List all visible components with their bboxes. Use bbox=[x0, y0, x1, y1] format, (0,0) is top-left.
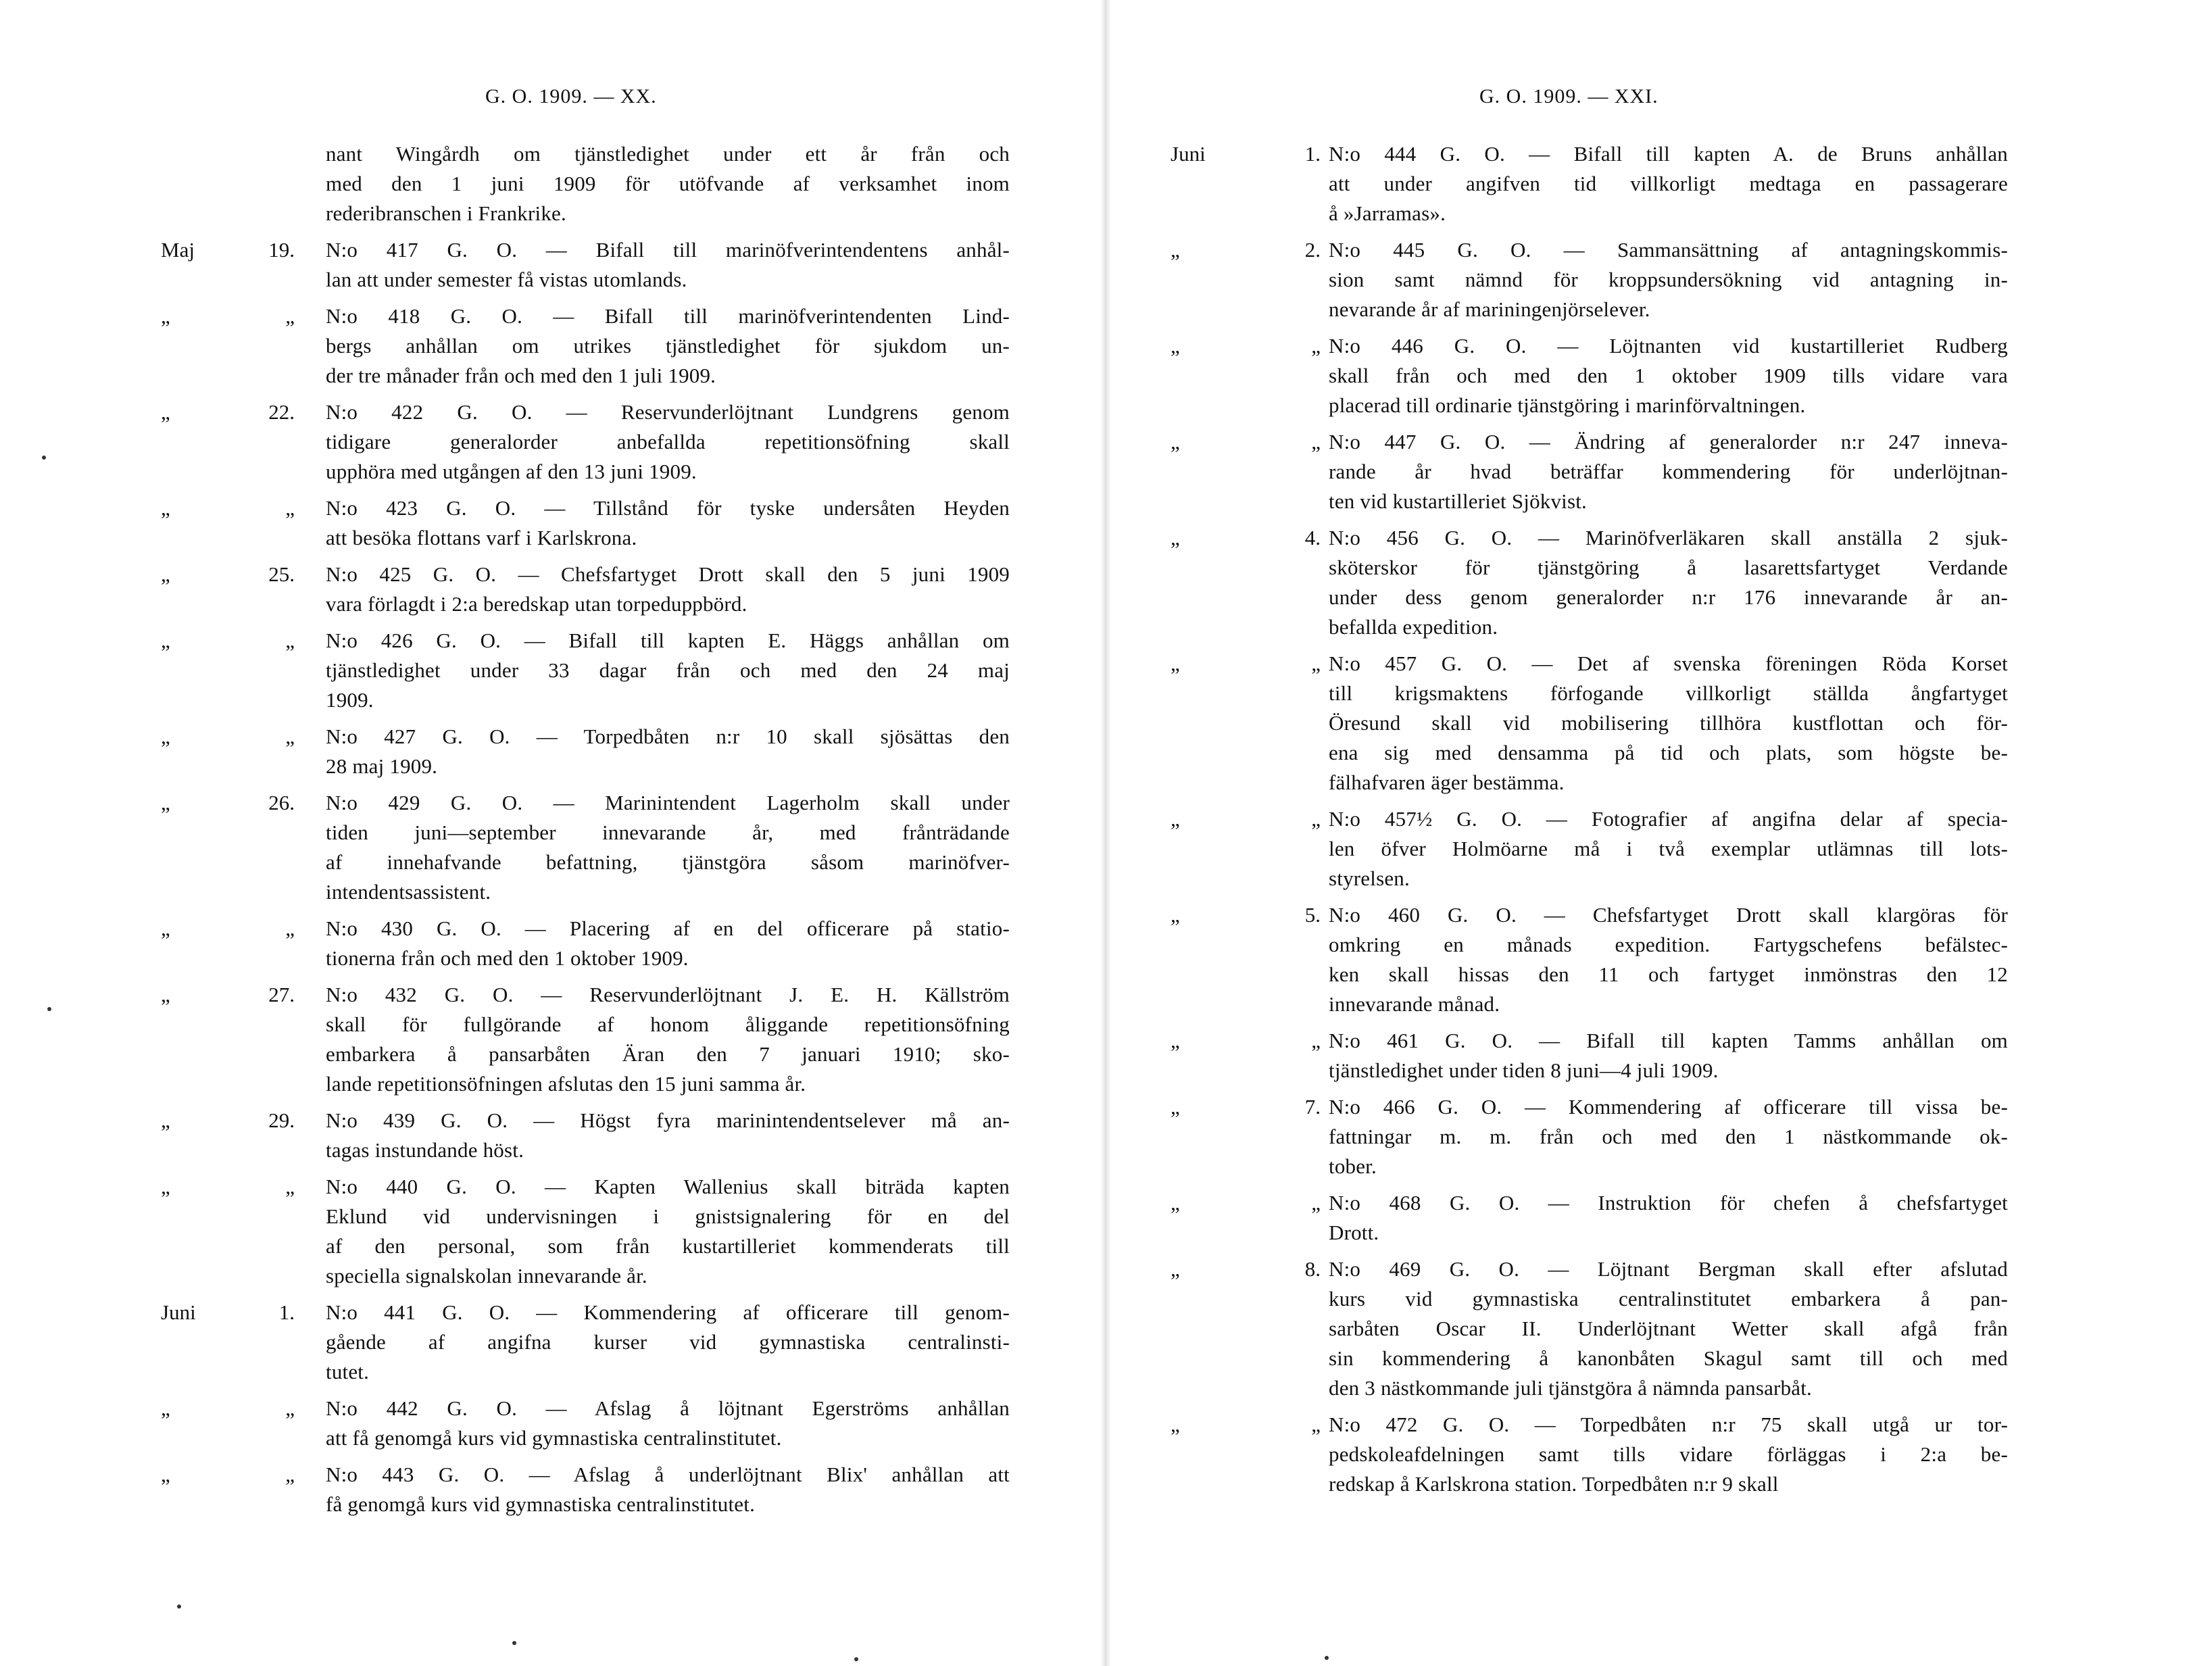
entry-month: „ bbox=[1171, 334, 1180, 358]
entry-text-line: nant Wingårdh om tjänstledighet under ett år från och bbox=[326, 142, 1010, 166]
order-entry bbox=[1106, 1188, 2212, 1248]
entry-text-line: att få genomgå kurs vid gymnastiska centralinstitutet. bbox=[326, 1426, 782, 1450]
entry-text-line: N:o 466 G. O. — Kommendering af officerare till vissa be- bbox=[1329, 1095, 2008, 1119]
entry-month: „ bbox=[1171, 807, 1180, 831]
entry-text bbox=[1329, 139, 2008, 228]
entry-text-line: tober. bbox=[1329, 1154, 1377, 1178]
entry-month: „ bbox=[161, 1396, 170, 1420]
entry-day: „ bbox=[285, 725, 295, 748]
order-entry bbox=[0, 1106, 1106, 1165]
entry-month: „ bbox=[1171, 1029, 1180, 1052]
entry-text-line: skall från och med den 1 oktober 1909 tills vidare vara bbox=[1329, 364, 2008, 387]
entry-text-line: styrelsen. bbox=[1329, 866, 1410, 890]
entry-month: „ bbox=[161, 1463, 170, 1486]
entry-text-line: gående af angifna kurser vid gymnastiska centralinsti- bbox=[326, 1330, 1010, 1354]
entry-text bbox=[326, 1394, 1010, 1453]
entry-text bbox=[326, 397, 1010, 487]
entry-month: „ bbox=[161, 400, 170, 424]
entry-text-line: omkring en månads expedition. Fartygschefens befälstec- bbox=[1329, 933, 2008, 956]
entry-text-line: rederibranschen i Frankrike. bbox=[326, 201, 566, 225]
order-entry bbox=[1106, 649, 2212, 798]
entry-text-line: N:o 439 G. O. — Högst fyra marinintendentselever må an- bbox=[326, 1108, 1010, 1132]
entry-month: „ bbox=[1171, 526, 1180, 549]
entry-day: 1. bbox=[1304, 142, 1321, 166]
entry-text-line: med den 1 juni 1909 för utöfvande af verksamhet inom bbox=[326, 172, 1010, 195]
entry-day: 27. bbox=[268, 983, 295, 1006]
order-entry bbox=[1106, 331, 2212, 420]
order-entry bbox=[0, 397, 1106, 487]
order-entry bbox=[1106, 1026, 2212, 1085]
entry-text-line: att under angifven tid villkorligt medtaga en passagerare bbox=[1329, 172, 2008, 195]
entry-text bbox=[326, 1298, 1010, 1387]
entry-text bbox=[326, 626, 1010, 715]
entry-text-line: den 3 nästkommande juli tjänstgöra å nämnda pansarbåt. bbox=[1329, 1376, 1812, 1400]
entry-text bbox=[1329, 235, 2008, 324]
entry-text-line: N:o 418 G. O. — Bifall till marinöfverintendenten Lind- bbox=[326, 304, 1010, 328]
right-page-header: G. O. 1909. — XXI. bbox=[1479, 85, 1658, 107]
entry-text-line: N:o 430 G. O. — Placering af en del officerare på statio- bbox=[326, 916, 1010, 940]
entry-text-line: der tre månader från och med den 1 juli 1909. bbox=[326, 364, 716, 387]
order-entry bbox=[0, 560, 1106, 619]
order-entry bbox=[0, 722, 1106, 781]
entry-text-line: sin kommendering å kanonbåten Skagul samt till och med bbox=[1329, 1346, 2008, 1370]
entry-text bbox=[1329, 1026, 2008, 1085]
entry-text-line: tjänstledighet under tiden 8 juni—4 juli 1909. bbox=[1329, 1058, 1719, 1082]
entry-text-line: speciella signalskolan innevarande år. bbox=[326, 1264, 647, 1288]
entry-text-line: ena sig med densamma på tid och plats, som högste be- bbox=[1329, 741, 2008, 764]
order-entry bbox=[0, 493, 1106, 553]
right-page bbox=[1106, 0, 2212, 1666]
entry-day: 29. bbox=[268, 1108, 295, 1132]
entry-text bbox=[326, 139, 1010, 228]
entry-text-line: N:o 426 G. O. — Bifall till kapten E. Häggs anhållan om bbox=[326, 629, 1010, 652]
order-entry bbox=[0, 1394, 1106, 1453]
entry-text-line: tutet. bbox=[326, 1360, 370, 1383]
order-entry bbox=[1106, 427, 2212, 516]
entry-text-line: N:o 432 G. O. — Reservunderlöjtnant J. E. H. Källström bbox=[326, 983, 1010, 1006]
entry-text-line: af innehafvande befattning, tjänstgöra såsom marinöfver- bbox=[326, 850, 1010, 874]
entry-text-line: 1909. bbox=[326, 688, 374, 712]
scan-speck bbox=[854, 1657, 858, 1661]
entry-month: „ bbox=[1171, 1257, 1180, 1281]
entry-text-line: under dess genom generalorder n:r 176 innevarande år an- bbox=[1329, 585, 2008, 609]
order-entry bbox=[0, 235, 1106, 295]
entry-day: „ bbox=[285, 1463, 295, 1486]
left-page-entries bbox=[0, 139, 1106, 1526]
order-entry bbox=[1106, 1092, 2212, 1181]
order-entry bbox=[0, 626, 1106, 715]
right-page-entries bbox=[1106, 139, 2212, 1506]
entry-text-line: N:o 417 G. O. — Bifall till marinöfverintendentens anhål- bbox=[326, 238, 1010, 262]
entry-text bbox=[1329, 427, 2008, 516]
entry-month: Maj bbox=[161, 238, 195, 262]
entry-text-line: få genomgå kurs vid gymnastiska centralinstitutet. bbox=[326, 1492, 756, 1516]
entry-text-line: N:o 446 G. O. — Löjtnanten vid kustartilleriet Rudberg bbox=[1329, 334, 2008, 358]
entry-text bbox=[326, 1172, 1010, 1291]
entry-text bbox=[326, 301, 1010, 391]
entry-text-line: N:o 423 G. O. — Tillstånd för tyske undersåten Heyden bbox=[326, 496, 1010, 520]
entry-text-line: upphöra med utgången af den 13 juni 1909. bbox=[326, 460, 697, 483]
entry-text bbox=[326, 722, 1010, 781]
entry-day: 7. bbox=[1304, 1095, 1321, 1119]
order-entry bbox=[1106, 1410, 2212, 1499]
entry-text bbox=[326, 980, 1010, 1099]
entry-text-line: intendentsassistent. bbox=[326, 880, 491, 904]
entry-month: „ bbox=[161, 725, 170, 748]
entry-text-line: tidigare generalorder anbefallda repetitionsöfning skall bbox=[326, 430, 1010, 454]
entry-text-line: N:o 444 G. O. — Bifall till kapten A. de Bruns anhållan bbox=[1329, 142, 2008, 166]
entry-day: 19. bbox=[268, 238, 295, 262]
entry-month: „ bbox=[161, 916, 170, 940]
entry-text-line: Eklund vid undervisningen i gnistsignalering för en del bbox=[326, 1204, 1010, 1228]
entry-day: 1. bbox=[278, 1300, 295, 1324]
entry-text-line: innevarande månad. bbox=[1329, 992, 1500, 1016]
order-entry bbox=[0, 914, 1106, 973]
entry-text bbox=[326, 235, 1010, 295]
scan-speck bbox=[1325, 1656, 1329, 1660]
entry-month: „ bbox=[161, 629, 170, 652]
entry-text-line: befallda expedition. bbox=[1329, 615, 1498, 639]
entry-text-line: N:o 442 G. O. — Afslag å löjtnant Egerströms anhållan bbox=[326, 1396, 1010, 1420]
entry-text-line: N:o 447 G. O. — Ändring af generalorder n:r 247 inneva- bbox=[1329, 430, 2008, 454]
entry-text-line: bergs anhållan om utrikes tjänstledighet för sjukdom un- bbox=[326, 334, 1010, 358]
entry-text-line: lande repetitionsöfningen afslutas den 15 juni samma år. bbox=[326, 1072, 806, 1096]
entry-day: „ bbox=[1311, 1029, 1321, 1052]
entry-text-line: N:o 457 G. O. — Det af svenska föreningen Röda Korset bbox=[1329, 652, 2008, 675]
entry-day: 25. bbox=[268, 562, 295, 586]
entry-month: „ bbox=[1171, 1413, 1180, 1436]
entry-text-line: å »Jarramas». bbox=[1329, 201, 1446, 225]
entry-day: „ bbox=[285, 496, 295, 520]
entry-text-line: N:o 456 G. O. — Marinöfverläkaren skall anställa 2 sjuk- bbox=[1329, 526, 2008, 549]
entry-day: „ bbox=[285, 916, 295, 940]
entry-month: „ bbox=[161, 1175, 170, 1198]
entry-day: „ bbox=[1311, 652, 1321, 675]
entry-text-line: N:o 429 G. O. — Marinintendent Lagerholm skall under bbox=[326, 791, 1010, 814]
entry-day: 2. bbox=[1304, 238, 1321, 262]
entry-text-line: N:o 427 G. O. — Torpedbåten n:r 10 skall sjösättas den bbox=[326, 725, 1010, 748]
entry-text bbox=[1329, 1188, 2008, 1248]
order-entry bbox=[0, 1172, 1106, 1291]
entry-text-line: N:o 440 G. O. — Kapten Wallenius skall biträda kapten bbox=[326, 1175, 1010, 1198]
entry-day: „ bbox=[285, 304, 295, 328]
entry-month: „ bbox=[161, 1108, 170, 1132]
entry-text-line: pedskoleafdelningen samt tills vidare förläggas i 2:a be- bbox=[1329, 1442, 2008, 1466]
order-entry bbox=[0, 1460, 1106, 1519]
entry-text-line: ten vid kustartilleriet Sjökvist. bbox=[1329, 489, 1588, 513]
entry-text-line: sköterskor för tjänstgöring å lasarettsfartyget Verdande bbox=[1329, 556, 2008, 579]
entry-text-line: N:o 472 G. O. — Torpedbåten n:r 75 skall utgå ur tor- bbox=[1329, 1413, 2008, 1436]
entry-text bbox=[326, 788, 1010, 907]
entry-month: „ bbox=[161, 496, 170, 520]
entry-text bbox=[1329, 1254, 2008, 1403]
entry-text-line: sion samt nämnd för kroppsundersökning vid antagning in- bbox=[1329, 268, 2008, 291]
entry-text-line: tagas instundande höst. bbox=[326, 1138, 524, 1162]
entry-text-line: embarkera å pansarbåten Äran den 7 januari 1910; sko- bbox=[326, 1042, 1010, 1066]
entry-text-line: vara förlagdt i 2:a beredskap utan torpeduppbörd. bbox=[326, 592, 747, 616]
entry-month: „ bbox=[161, 562, 170, 586]
entry-day: 5. bbox=[1304, 903, 1321, 927]
entry-day: „ bbox=[1311, 807, 1321, 831]
entry-month: „ bbox=[161, 304, 170, 328]
entry-text bbox=[1329, 649, 2008, 798]
entry-text bbox=[326, 1460, 1010, 1519]
order-entry bbox=[0, 1298, 1106, 1387]
order-entry bbox=[0, 139, 1106, 228]
entry-text-line: len öfver Holmöarne må i två exemplar utlämnas till lots- bbox=[1329, 837, 2008, 860]
entry-text-line: nevarande år af mariningenjörselever. bbox=[1329, 297, 1650, 321]
scan-speck bbox=[42, 456, 46, 460]
entry-month: „ bbox=[161, 791, 170, 814]
entry-text-line: N:o 461 G. O. — Bifall till kapten Tamms anhållan om bbox=[1329, 1029, 2008, 1052]
entry-month: „ bbox=[1171, 430, 1180, 454]
entry-day: „ bbox=[1311, 1191, 1321, 1215]
entry-text-line: till krigsmaktens förfogande villkorligt ställda ångfartyget bbox=[1329, 681, 2008, 705]
order-entry bbox=[1106, 1254, 2212, 1403]
entry-text-line: N:o 457½ G. O. — Fotografier af angifna delar af specia- bbox=[1329, 807, 2008, 831]
entry-day: „ bbox=[1311, 430, 1321, 454]
entry-text-line: N:o 460 G. O. — Chefsfartyget Drott skall klargöras för bbox=[1329, 903, 2008, 927]
entry-text-line: af den personal, som från kustartilleriet kommenderats till bbox=[326, 1234, 1010, 1258]
entry-text-line: skall för fullgörande af honom åliggande repetitionsöfning bbox=[326, 1012, 1010, 1036]
left-page-header: G. O. 1909. — XX. bbox=[485, 85, 657, 107]
entry-text-line: lan att under semester få vistas utomlands. bbox=[326, 268, 687, 291]
entry-text-line: N:o 469 G. O. — Löjtnant Bergman skall efter afslutad bbox=[1329, 1257, 2008, 1281]
entry-month: „ bbox=[161, 983, 170, 1006]
order-entry bbox=[1106, 523, 2212, 642]
entry-day: „ bbox=[285, 629, 295, 652]
order-entry bbox=[0, 301, 1106, 391]
order-entry bbox=[1106, 900, 2212, 1019]
entry-text-line: ken skall hissas den 11 och fartyget inmönstras den 12 bbox=[1329, 962, 2008, 986]
entry-month: Juni bbox=[161, 1300, 196, 1324]
entry-text-line: N:o 468 G. O. — Instruktion för chefen å chefsfartyget bbox=[1329, 1191, 2008, 1215]
entry-text bbox=[1329, 900, 2008, 1019]
entry-text-line: sarbåten Oscar II. Underlöjtnant Wetter skall afgå från bbox=[1329, 1317, 2008, 1340]
entry-text bbox=[1329, 1410, 2008, 1499]
entry-text-line: att besöka flottans varf i Karlskrona. bbox=[326, 526, 637, 549]
entry-text-line: Drott. bbox=[1329, 1221, 1379, 1244]
order-entry bbox=[0, 980, 1106, 1099]
entry-month: „ bbox=[1171, 1095, 1180, 1119]
entry-text-line: tjänstledighet under 33 dagar från och med den 24 maj bbox=[326, 658, 1010, 682]
entry-text-line: N:o 441 G. O. — Kommendering af officerare till genom- bbox=[326, 1300, 1010, 1324]
entry-text bbox=[1329, 331, 2008, 420]
entry-text bbox=[326, 493, 1010, 553]
entry-day: 8. bbox=[1304, 1257, 1321, 1281]
order-entry bbox=[1106, 804, 2212, 893]
entry-text-line: fattningar m. m. från och med den 1 nästkommande ok- bbox=[1329, 1125, 2008, 1148]
entry-text-line: Öresund skall vid mobilisering tillhöra kustflottan och för- bbox=[1329, 711, 2008, 735]
entry-text-line: kurs vid gymnastiska centralinstitutet embarkera å pan- bbox=[1329, 1287, 2008, 1310]
entry-text bbox=[1329, 1092, 2008, 1181]
entry-text-line: redskap å Karlskrona station. Torpedbåten n:r 9 skall bbox=[1329, 1472, 1779, 1496]
entry-text-line: N:o 425 G. O. — Chefsfartyget Drott skall den 5 juni 1909 bbox=[326, 562, 1010, 586]
entry-month: „ bbox=[1171, 238, 1180, 262]
entry-day: „ bbox=[1311, 1413, 1321, 1436]
entry-day: 22. bbox=[268, 400, 295, 424]
entry-day: „ bbox=[285, 1396, 295, 1420]
entry-month: „ bbox=[1171, 903, 1180, 927]
entry-text-line: tiden juni—september innevarande år, med frånträdande bbox=[326, 820, 1010, 844]
entry-text bbox=[1329, 523, 2008, 642]
entry-day: 4. bbox=[1304, 526, 1321, 549]
entry-text-line: N:o 445 G. O. — Sammansättning af antagningskommis- bbox=[1329, 238, 2008, 262]
entry-text-line: N:o 422 G. O. — Reservunderlöjtnant Lundgrens genom bbox=[326, 400, 1010, 424]
scan-speck bbox=[512, 1641, 516, 1645]
entry-month: „ bbox=[1171, 1191, 1180, 1215]
entry-text-line: fälhafvaren äger bestämma. bbox=[1329, 770, 1565, 794]
entry-day: 26. bbox=[268, 791, 295, 814]
entry-text-line: N:o 443 G. O. — Afslag å underlöjtnant Blix' anhållan att bbox=[326, 1463, 1010, 1486]
entry-text bbox=[326, 1106, 1010, 1165]
scan-speck bbox=[47, 1007, 51, 1011]
order-entry bbox=[0, 788, 1106, 907]
entry-text bbox=[326, 560, 1010, 619]
order-entry bbox=[1106, 235, 2212, 324]
entry-month: „ bbox=[1171, 652, 1180, 675]
entry-text-line: 28 maj 1909. bbox=[326, 754, 438, 778]
order-entry bbox=[1106, 139, 2212, 228]
entry-month: Juni bbox=[1171, 142, 1206, 166]
entry-day: „ bbox=[285, 1175, 295, 1198]
entry-day: „ bbox=[1311, 334, 1321, 358]
entry-text-line: rande år hvad beträffar kommendering för underlöjtnan- bbox=[1329, 460, 2008, 483]
entry-text-line: placerad till ordinarie tjänstgöring i marinförvaltningen. bbox=[1329, 393, 1806, 417]
entry-text-line: tionerna från och med den 1 oktober 1909. bbox=[326, 946, 689, 970]
entry-text bbox=[326, 914, 1010, 973]
entry-text bbox=[1329, 804, 2008, 893]
scan-speck bbox=[177, 1604, 181, 1609]
